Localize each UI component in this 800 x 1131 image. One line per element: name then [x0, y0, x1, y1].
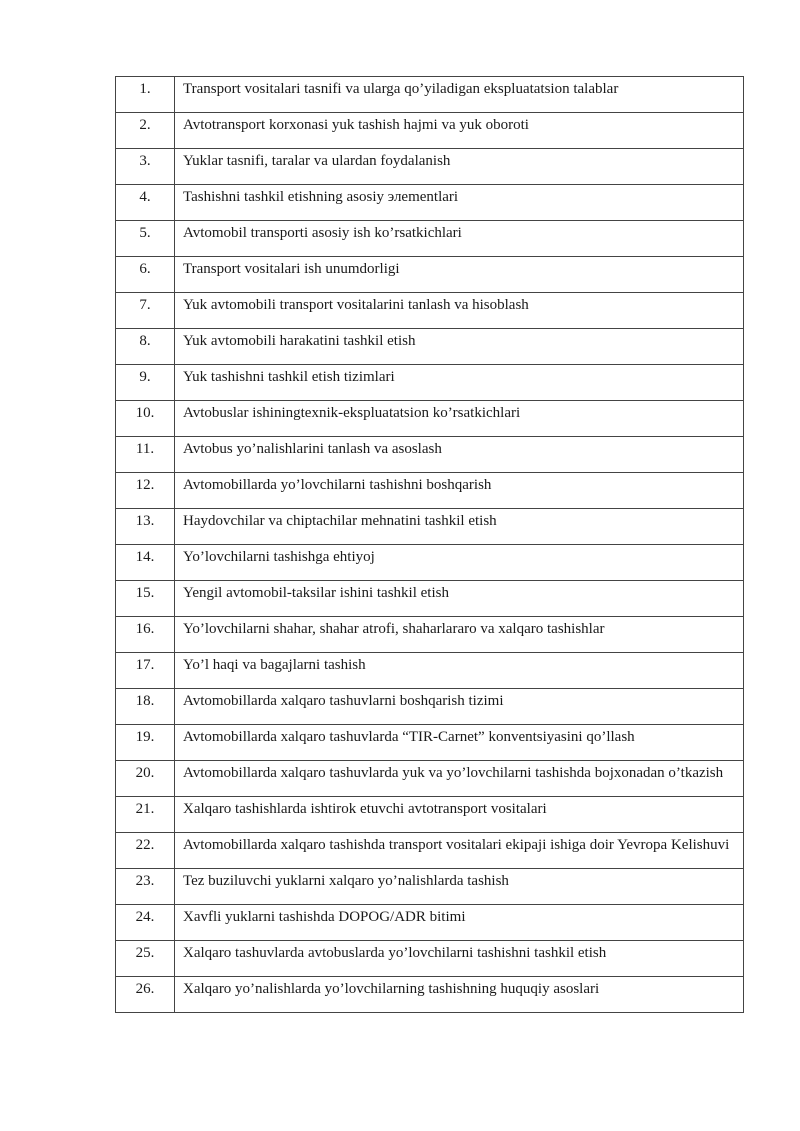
row-number: 2.: [116, 113, 175, 149]
table-row: [116, 293, 744, 329]
row-number: 25.: [116, 941, 175, 977]
topic-title: Transport vositalari tasnifi va ularga qo’yiladigan ekspluatatsion talablar: [175, 77, 744, 113]
row-number: 12.: [116, 473, 175, 509]
topics-table-body: [116, 77, 744, 1013]
topic-title: Tashishni tashkil etishning asosiy элementlari: [175, 185, 744, 221]
table-row: [116, 257, 744, 293]
table-row: [116, 977, 744, 1013]
row-number: 21.: [116, 797, 175, 833]
row-number: 16.: [116, 617, 175, 653]
topic-title: Xalqaro tashishlarda ishtirok etuvchi avtotransport vositalari: [175, 797, 744, 833]
table-row: [116, 725, 744, 761]
table-row: [116, 545, 744, 581]
topics-table: [115, 76, 744, 1013]
topic-title: Yuklar tasnifi, taralar va ulardan foydalanish: [175, 149, 744, 185]
topic-title: Avtomobillarda xalqaro tashishda transport vositalari ekipaji ishiga doir Yevropa Kelishuvi: [175, 833, 744, 869]
table-row: [116, 869, 744, 905]
table-row: [116, 113, 744, 149]
row-number: 19.: [116, 725, 175, 761]
row-number: 5.: [116, 221, 175, 257]
table-row: [116, 941, 744, 977]
row-number: 15.: [116, 581, 175, 617]
topic-title: Avtomobillarda xalqaro tashuvlarni boshqarish tizimi: [175, 689, 744, 725]
topic-title: Tez buziluvchi yuklarni xalqaro yo’nalishlarda tashish: [175, 869, 744, 905]
row-number: 13.: [116, 509, 175, 545]
topic-title: Avtotransport korxonasi yuk tashish hajmi va yuk oboroti: [175, 113, 744, 149]
table-row: [116, 653, 744, 689]
topic-title: Avtomobil transporti asosiy ish ko’rsatkichlari: [175, 221, 744, 257]
table-row: [116, 761, 744, 797]
row-number: 6.: [116, 257, 175, 293]
table-row: [116, 77, 744, 113]
table-row: [116, 617, 744, 653]
table-row: [116, 905, 744, 941]
topic-title: Xavfli yuklarni tashishda DOPOG/ADR bitimi: [175, 905, 744, 941]
row-number: 9.: [116, 365, 175, 401]
table-row: [116, 473, 744, 509]
row-number: 20.: [116, 761, 175, 797]
topic-title: Xalqaro tashuvlarda avtobuslarda yo’lovchilarni tashishni tashkil etish: [175, 941, 744, 977]
topic-title: Yuk avtomobili harakatini tashkil etish: [175, 329, 744, 365]
row-number: 10.: [116, 401, 175, 437]
topic-title: Yengil avtomobil-taksilar ishini tashkil etish: [175, 581, 744, 617]
table-row: [116, 185, 744, 221]
table-row: [116, 581, 744, 617]
table-row: [116, 833, 744, 869]
table-row: [116, 221, 744, 257]
row-number: 22.: [116, 833, 175, 869]
topic-title: Avtobuslar ishiningtexnik-ekspluatatsion ko’rsatkichlari: [175, 401, 744, 437]
row-number: 24.: [116, 905, 175, 941]
table-row: [116, 365, 744, 401]
topic-title: Yo’lovchilarni tashishga ehtiyoj: [175, 545, 744, 581]
topic-title: Haydovchilar va chiptachilar mehnatini tashkil etish: [175, 509, 744, 545]
table-row: [116, 509, 744, 545]
row-number: 26.: [116, 977, 175, 1013]
row-number: 1.: [116, 77, 175, 113]
topic-title: Yuk tashishni tashkil etish tizimlari: [175, 365, 744, 401]
topic-title: Yo’lovchilarni shahar, shahar atrofi, shaharlararo va xalqaro tashishlar: [175, 617, 744, 653]
row-number: 3.: [116, 149, 175, 185]
table-row: [116, 329, 744, 365]
table-row: [116, 689, 744, 725]
topic-title: Avtomobillarda xalqaro tashuvlarda “TIR-Carnet” konventsiyasini qo’llash: [175, 725, 744, 761]
topic-title: Avtobus yo’nalishlarini tanlash va asoslash: [175, 437, 744, 473]
row-number: 4.: [116, 185, 175, 221]
topic-title: Yuk avtomobili transport vositalarini tanlash va hisoblash: [175, 293, 744, 329]
row-number: 8.: [116, 329, 175, 365]
row-number: 11.: [116, 437, 175, 473]
topic-title: Yo’l haqi va bagajlarni tashish: [175, 653, 744, 689]
table-row: [116, 401, 744, 437]
row-number: 23.: [116, 869, 175, 905]
row-number: 18.: [116, 689, 175, 725]
topic-title: Xalqaro yo’nalishlarda yo’lovchilarning tashishning huquqiy asoslari: [175, 977, 744, 1013]
topic-title: Transport vositalari ish unumdorligi: [175, 257, 744, 293]
topic-title: Avtomobillarda yo’lovchilarni tashishni boshqarish: [175, 473, 744, 509]
row-number: 7.: [116, 293, 175, 329]
table-row: [116, 797, 744, 833]
row-number: 14.: [116, 545, 175, 581]
topic-title: Avtomobillarda xalqaro tashuvlarda yuk va yo’lovchilarni tashishda bojxonadan o’tkazish: [175, 761, 744, 797]
table-row: [116, 437, 744, 473]
table-row: [116, 149, 744, 185]
row-number: 17.: [116, 653, 175, 689]
